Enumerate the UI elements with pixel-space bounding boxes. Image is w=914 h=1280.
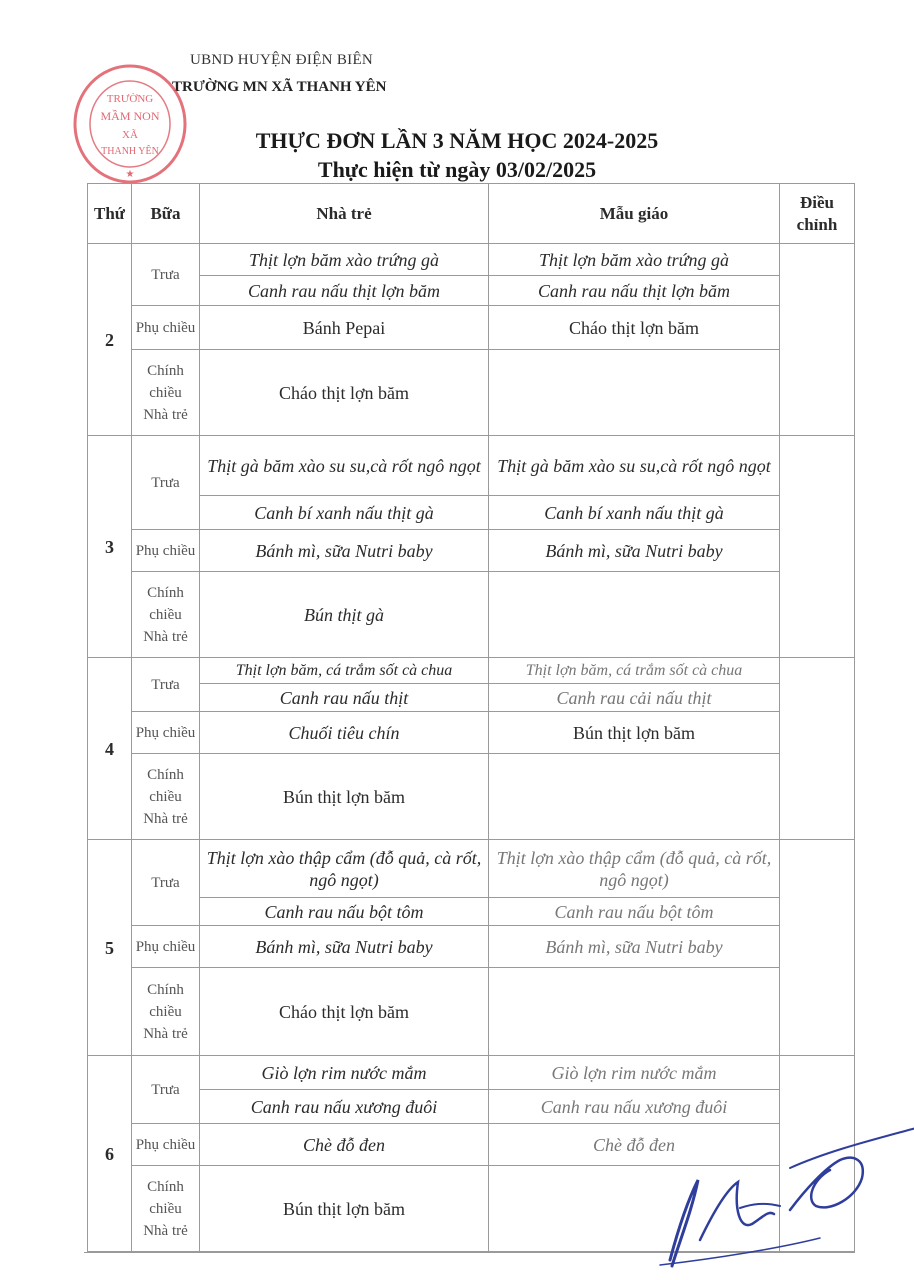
meal-label: Trưa: [132, 658, 200, 712]
svg-text:TRƯỜNG: TRƯỜNG: [106, 93, 154, 105]
meal-label: Phụ chiều: [132, 1124, 200, 1166]
menu-item: Giò lợn rim nước mắm: [200, 1056, 489, 1090]
header-dieu-chinh: Điều chỉnh: [780, 184, 855, 244]
table-row: [88, 926, 855, 968]
adjust-cell: [780, 658, 855, 840]
menu-item: Bún thịt lợn băm: [489, 712, 780, 754]
table-row: [88, 572, 855, 658]
menu-item: Canh rau nấu thịt lợn băm: [200, 276, 489, 306]
menu-item: Cháo thịt lợn băm: [489, 306, 780, 350]
menu-item: Bún thịt lợn băm: [200, 754, 489, 840]
table-row: [88, 1090, 855, 1124]
menu-item: Canh rau nấu thịt lợn băm: [489, 276, 780, 306]
menu-item: Chè đỗ đen: [200, 1124, 489, 1166]
school-seal: [72, 62, 188, 186]
menu-item: Thịt lợn xào thập cẩm (đỗ quả, cà rốt, ngô ngọt): [200, 840, 489, 898]
day-cell: 6: [88, 1056, 132, 1252]
menu-item: Canh rau nấu xương đuôi: [200, 1090, 489, 1124]
adjust-cell: [780, 436, 855, 658]
table-row: [88, 276, 855, 306]
menu-item: Canh bí xanh nấu thịt gà: [200, 496, 489, 530]
svg-text:★: ★: [125, 169, 135, 180]
header-bua: Bữa: [132, 184, 200, 244]
table-row: [88, 530, 855, 572]
meal-label: Chính chiều Nhà trẻ: [132, 1166, 200, 1252]
menu-item: Cháo thịt lợn băm: [200, 350, 489, 436]
empty-cell: [489, 754, 780, 840]
meal-label: Chính chiều Nhà trẻ: [132, 754, 200, 840]
meal-label: Phụ chiều: [132, 306, 200, 350]
meal-label: Chính chiều Nhà trẻ: [132, 572, 200, 658]
day-cell: 3: [88, 436, 132, 658]
menu-item: Thịt lợn băm xào trứng gà: [489, 244, 780, 276]
menu-item: Thịt lợn băm, cá trắm sốt cà chua: [200, 658, 489, 684]
meal-label: Phụ chiều: [132, 926, 200, 968]
school-name: TRƯỜNG MN XÃ THANH YÊN: [172, 79, 387, 95]
handwritten-signature: [640, 1120, 914, 1270]
meal-label: Trưa: [132, 244, 200, 306]
menu-item: Thịt gà băm xào su su,cà rốt ngô ngọt: [200, 436, 489, 496]
menu-item: Thịt lợn xào thập cẩm (đỗ quả, cà rốt, ngô ngọt): [489, 840, 780, 898]
header-nha-tre: Nhà trẻ: [200, 184, 489, 244]
menu-item: Canh rau cải nấu thịt: [489, 684, 780, 712]
meal-label: Chính chiều Nhà trẻ: [132, 968, 200, 1056]
empty-cell: [489, 572, 780, 658]
meal-label: Chính chiều Nhà trẻ: [132, 350, 200, 436]
table-row: [88, 436, 855, 496]
menu-item: Canh rau nấu xương đuôi: [489, 1090, 780, 1124]
document-title: THỰC ĐƠN LẦN 3 NĂM HỌC 2024-2025: [255, 128, 659, 153]
header-thu: Thứ: [88, 184, 132, 244]
table-row: [88, 496, 855, 530]
menu-item: Giò lợn rim nước mắm: [489, 1056, 780, 1090]
menu-item: Thịt gà băm xào su su,cà rốt ngô ngọt: [489, 436, 780, 496]
meal-label: Phụ chiều: [132, 712, 200, 754]
menu-item: Bánh Pepai: [200, 306, 489, 350]
table-row: [88, 350, 855, 436]
table-row: [88, 244, 855, 276]
table-row: [88, 1056, 855, 1090]
day-cell: 4: [88, 658, 132, 840]
table-row: [88, 968, 855, 1056]
adjust-cell: [780, 840, 855, 1056]
menu-item: Chuối tiêu chín: [200, 712, 489, 754]
empty-cell: [489, 350, 780, 436]
menu-item: Canh bí xanh nấu thịt gà: [489, 496, 780, 530]
table-row: [88, 898, 855, 926]
table-row: [88, 840, 855, 898]
meal-label: Trưa: [132, 840, 200, 926]
svg-text:XÃ: XÃ: [122, 129, 138, 141]
meal-label: Trưa: [132, 436, 200, 530]
table-row: [88, 306, 855, 350]
day-cell: 2: [88, 244, 132, 436]
menu-item: Canh rau nấu bột tôm: [489, 898, 780, 926]
menu-item: Bánh mì, sữa Nutri baby: [200, 530, 489, 572]
adjust-cell: [780, 244, 855, 436]
menu-item: Canh rau nấu bột tôm: [200, 898, 489, 926]
table-row: [88, 684, 855, 712]
menu-item: Bánh mì, sữa Nutri baby: [489, 926, 780, 968]
menu-item: Thịt lợn băm, cá trắm sốt cà chua: [489, 658, 780, 684]
meal-label: Phụ chiều: [132, 530, 200, 572]
menu-item: Bún thịt gà: [200, 572, 489, 658]
svg-text:MẦM NON: MẦM NON: [100, 109, 160, 123]
table-header-row: [88, 184, 855, 244]
menu-table: [87, 183, 855, 1252]
menu-item: Chè đỗ đen: [489, 1124, 780, 1166]
table-row: [88, 754, 855, 840]
svg-text:THANH YÊN: THANH YÊN: [101, 146, 159, 157]
day-cell: 5: [88, 840, 132, 1056]
document-subtitle: Thực hiện từ ngày 03/02/2025: [317, 157, 597, 182]
menu-item: Cháo thịt lợn băm: [200, 968, 489, 1056]
menu-item: Thịt lợn băm xào trứng gà: [200, 244, 489, 276]
menu-item: Bún thịt lợn băm: [200, 1166, 489, 1252]
empty-cell: [489, 968, 780, 1056]
table-row: [88, 658, 855, 684]
menu-item: Bánh mì, sữa Nutri baby: [489, 530, 780, 572]
header-mau-giao: Mẫu giáo: [489, 184, 780, 244]
menu-item: Canh rau nấu thịt: [200, 684, 489, 712]
meal-label: Trưa: [132, 1056, 200, 1124]
table-row: [88, 712, 855, 754]
org-name: UBND HUYỆN ĐIỆN BIÊN: [190, 52, 374, 68]
menu-item: Bánh mì, sữa Nutri baby: [200, 926, 489, 968]
